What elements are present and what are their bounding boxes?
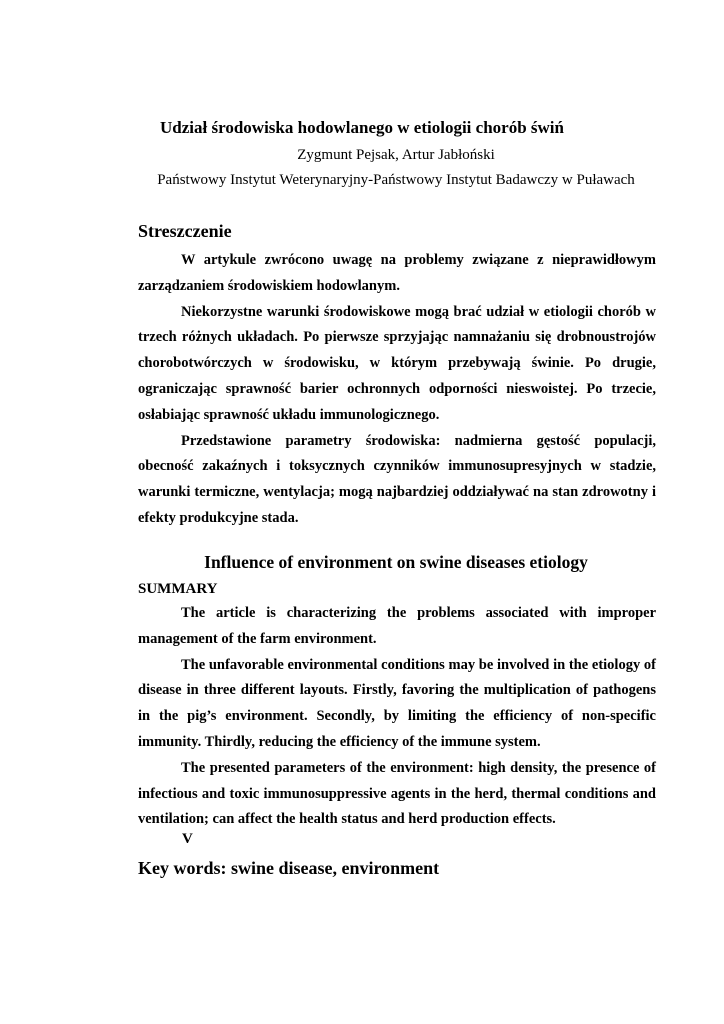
summary-paragraph: The presented parameters of the environment: high density, the presence of infectious and toxic immunosuppressive agents in the herd, thermal conditions and ventilation; can affect the health status and herd production effects. xyxy=(138,759,656,828)
keywords: Key words: swine disease, environment xyxy=(138,858,440,878)
affiliation: Państwowy Instytut Weterynaryjny-Państwowy Instytut Badawczy w Puławach xyxy=(157,172,635,188)
abstract-pl-heading: Streszczenie xyxy=(138,221,232,241)
paper-title: Udział środowiska hodowlanego w etiologii chorób świń xyxy=(160,118,564,137)
authors: Zygmunt Pejsak, Artur Jabłoński xyxy=(297,147,495,163)
summary-body xyxy=(138,601,656,833)
abstract-pl-paragraph: Niekorzystne warunki środowiskowe mogą brać udział w etiologii chorób w trzech różnych układach. Po pierwsze sprzyjając namnażaniu się drobnoustrojów chorobotwórczych w środowisku, w którym przebywają świnie. Po drugie, ograniczając sprawność barier ochronnych odporności nieswoistej. Po trzecie, osłabiając sprawność układu immunologicznego. xyxy=(138,303,656,423)
summary-paragraph: The unfavorable environmental conditions may be involved in the etiology of disease in three different layouts. Firstly, favoring the multiplication of pathogens in the pig’s environment. Secondly, by limiting the efficiency of non-specific immunity. Thirdly, reducing the efficiency of the immune system. xyxy=(138,656,656,750)
summary-paragraph: The article is characterizing the problems associated with improper management of the farm environment. xyxy=(138,605,656,647)
english-title: Influence of environment on swine diseases etiology xyxy=(204,552,588,572)
abstract-pl-body xyxy=(138,248,656,532)
abstract-pl-paragraph: Przedstawione parametry środowiska: nadmierna gęstość populacji, obecność zakaźnych i toksycznych czynników immunosupresyjnych w stadzie, warunki termiczne, wentylacja; mogą najbardziej oddziaływać na stan zdrowotny i efekty produkcyjne stada. xyxy=(138,432,656,526)
stray-mark: V xyxy=(182,831,193,847)
abstract-pl-paragraph: W artykule zwrócono uwagę na problemy związane z nieprawidłowym zarządzaniem środowiskiem hodowlanym. xyxy=(138,252,656,294)
summary-heading: SUMMARY xyxy=(138,581,218,597)
